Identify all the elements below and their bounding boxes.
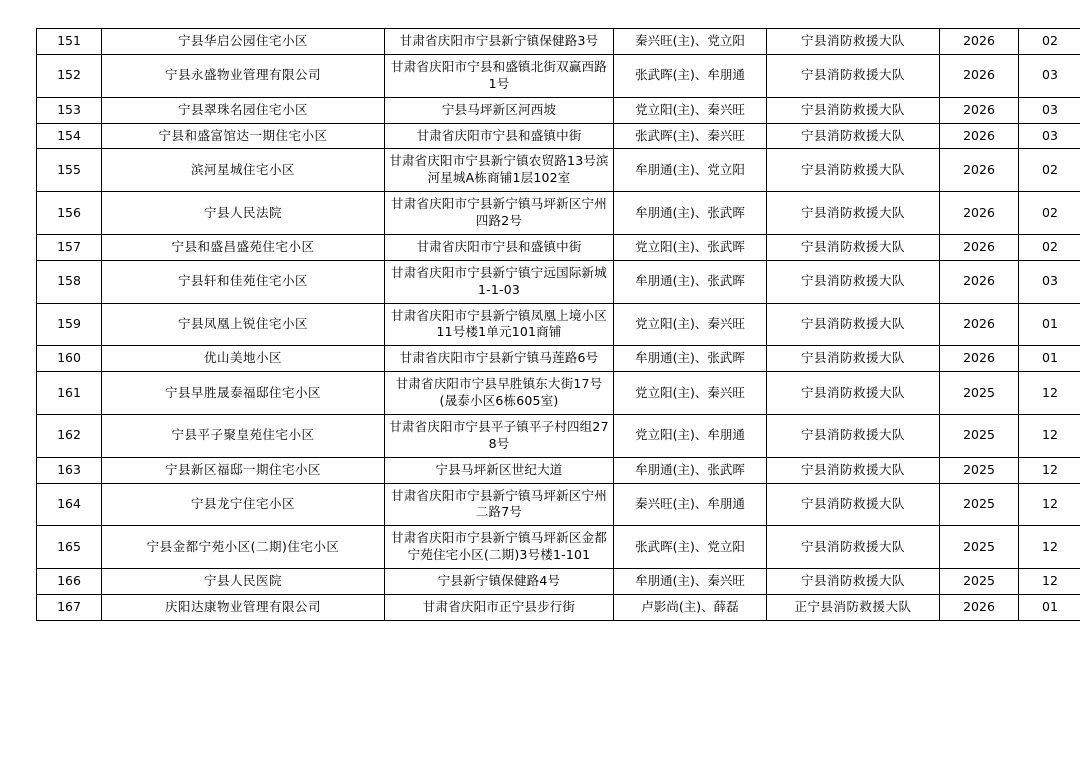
- cell-responsible-person: 张武晖(主)、牟朋通: [614, 54, 767, 97]
- table-row: [37, 457, 1080, 483]
- cell-unit-address: 甘肃省庆阳市宁县新宁镇宁远国际新城1-1-03: [385, 260, 614, 303]
- cell-supervising-org: 宁县消防救援大队: [767, 149, 940, 192]
- cell-month: 01: [1019, 346, 1080, 372]
- cell-supervising-org: 正宁县消防救援大队: [767, 594, 940, 620]
- cell-year: 2025: [940, 569, 1019, 595]
- table-row: [37, 526, 1080, 569]
- cell-responsible-person: 牟朋通(主)、张武晖: [614, 346, 767, 372]
- cell-responsible-person: 秦兴旺(主)、牟朋通: [614, 483, 767, 526]
- cell-index: 159: [37, 303, 102, 346]
- fire-safety-unit-table: [36, 28, 1080, 621]
- cell-year: 2026: [940, 192, 1019, 235]
- cell-responsible-person: 党立阳(主)、秦兴旺: [614, 97, 767, 123]
- cell-index: 163: [37, 457, 102, 483]
- cell-month: 03: [1019, 123, 1080, 149]
- cell-index: 161: [37, 372, 102, 415]
- cell-unit-address: 甘肃省庆阳市宁县新宁镇马坪新区金都宁苑住宅小区(二期)3号楼1-101: [385, 526, 614, 569]
- table-row: [37, 123, 1080, 149]
- table-row: [37, 234, 1080, 260]
- cell-unit-name: 宁县和盛富馆达一期住宅小区: [102, 123, 385, 149]
- cell-responsible-person: 牟朋通(主)、张武晖: [614, 457, 767, 483]
- cell-unit-address: 甘肃省庆阳市宁县平子镇平子村四组278号: [385, 414, 614, 457]
- cell-unit-address: 甘肃省庆阳市宁县新宁镇凤凰上境小区11号楼1单元101商铺: [385, 303, 614, 346]
- cell-year: 2026: [940, 594, 1019, 620]
- table-row: [37, 569, 1080, 595]
- cell-unit-address: 甘肃省庆阳市宁县早胜镇东大街17号(晟泰小区6栋605室): [385, 372, 614, 415]
- cell-unit-name: 宁县金都宁苑小区(二期)住宅小区: [102, 526, 385, 569]
- cell-month: 12: [1019, 569, 1080, 595]
- cell-year: 2025: [940, 372, 1019, 415]
- cell-unit-address: 甘肃省庆阳市宁县新宁镇马坪新区宁州二路7号: [385, 483, 614, 526]
- cell-year: 2026: [940, 123, 1019, 149]
- table-row: [37, 149, 1080, 192]
- cell-month: 12: [1019, 457, 1080, 483]
- cell-month: 01: [1019, 303, 1080, 346]
- cell-unit-address: 甘肃省庆阳市宁县新宁镇农贸路13号滨河星城A栋商铺1层102室: [385, 149, 614, 192]
- cell-unit-address: 宁县新宁镇保健路4号: [385, 569, 614, 595]
- cell-unit-name: 宁县龙宁住宅小区: [102, 483, 385, 526]
- cell-year: 2025: [940, 483, 1019, 526]
- cell-year: 2026: [940, 303, 1019, 346]
- cell-supervising-org: 宁县消防救援大队: [767, 234, 940, 260]
- cell-responsible-person: 秦兴旺(主)、党立阳: [614, 29, 767, 55]
- cell-unit-name: 宁县华启公园住宅小区: [102, 29, 385, 55]
- cell-unit-address: 甘肃省庆阳市正宁县步行街: [385, 594, 614, 620]
- cell-supervising-org: 宁县消防救援大队: [767, 192, 940, 235]
- cell-index: 164: [37, 483, 102, 526]
- cell-year: 2026: [940, 234, 1019, 260]
- cell-index: 157: [37, 234, 102, 260]
- cell-supervising-org: 宁县消防救援大队: [767, 414, 940, 457]
- table-row: [37, 97, 1080, 123]
- cell-responsible-person: 牟朋通(主)、张武晖: [614, 260, 767, 303]
- cell-index: 167: [37, 594, 102, 620]
- cell-month: 02: [1019, 149, 1080, 192]
- cell-responsible-person: 党立阳(主)、秦兴旺: [614, 303, 767, 346]
- cell-supervising-org: 宁县消防救援大队: [767, 303, 940, 346]
- cell-index: 155: [37, 149, 102, 192]
- table-row: [37, 54, 1080, 97]
- cell-responsible-person: 牟朋通(主)、秦兴旺: [614, 569, 767, 595]
- cell-supervising-org: 宁县消防救援大队: [767, 123, 940, 149]
- cell-unit-name: 优山美地小区: [102, 346, 385, 372]
- cell-index: 152: [37, 54, 102, 97]
- table-row: [37, 303, 1080, 346]
- cell-supervising-org: 宁县消防救援大队: [767, 526, 940, 569]
- cell-responsible-person: 牟朋通(主)、党立阳: [614, 149, 767, 192]
- table-row: [37, 483, 1080, 526]
- cell-index: 166: [37, 569, 102, 595]
- cell-month: 02: [1019, 234, 1080, 260]
- cell-year: 2025: [940, 526, 1019, 569]
- cell-year: 2025: [940, 457, 1019, 483]
- cell-unit-name: 宁县人民法院: [102, 192, 385, 235]
- cell-unit-address: 宁县马坪新区世纪大道: [385, 457, 614, 483]
- cell-year: 2025: [940, 414, 1019, 457]
- cell-month: 12: [1019, 372, 1080, 415]
- cell-unit-name: 宁县翠珠名园住宅小区: [102, 97, 385, 123]
- cell-unit-name: 宁县新区福邸一期住宅小区: [102, 457, 385, 483]
- cell-unit-name: 宁县永盛物业管理有限公司: [102, 54, 385, 97]
- cell-month: 12: [1019, 526, 1080, 569]
- cell-index: 153: [37, 97, 102, 123]
- cell-supervising-org: 宁县消防救援大队: [767, 29, 940, 55]
- cell-month: 03: [1019, 97, 1080, 123]
- cell-responsible-person: 牟朋通(主)、张武晖: [614, 192, 767, 235]
- cell-responsible-person: 卢影尚(主)、薛磊: [614, 594, 767, 620]
- table-row: [37, 260, 1080, 303]
- cell-year: 2026: [940, 260, 1019, 303]
- table-row: [37, 29, 1080, 55]
- cell-unit-address: 甘肃省庆阳市宁县和盛镇中街: [385, 234, 614, 260]
- cell-month: 12: [1019, 483, 1080, 526]
- cell-index: 162: [37, 414, 102, 457]
- table-row: [37, 346, 1080, 372]
- cell-unit-name: 滨河星城住宅小区: [102, 149, 385, 192]
- cell-unit-address: 甘肃省庆阳市宁县和盛镇中街: [385, 123, 614, 149]
- cell-unit-name: 宁县凤凰上锐住宅小区: [102, 303, 385, 346]
- table-row: [37, 594, 1080, 620]
- cell-responsible-person: 党立阳(主)、牟朋通: [614, 414, 767, 457]
- cell-supervising-org: 宁县消防救援大队: [767, 54, 940, 97]
- cell-month: 03: [1019, 54, 1080, 97]
- cell-supervising-org: 宁县消防救援大队: [767, 457, 940, 483]
- cell-supervising-org: 宁县消防救援大队: [767, 97, 940, 123]
- cell-unit-address: 甘肃省庆阳市宁县新宁镇马莲路6号: [385, 346, 614, 372]
- cell-index: 165: [37, 526, 102, 569]
- cell-supervising-org: 宁县消防救援大队: [767, 260, 940, 303]
- cell-year: 2026: [940, 54, 1019, 97]
- cell-index: 156: [37, 192, 102, 235]
- cell-unit-address: 宁县马坪新区河西坡: [385, 97, 614, 123]
- table-row: [37, 192, 1080, 235]
- cell-unit-address: 甘肃省庆阳市宁县新宁镇保健路3号: [385, 29, 614, 55]
- cell-responsible-person: 党立阳(主)、秦兴旺: [614, 372, 767, 415]
- cell-year: 2026: [940, 149, 1019, 192]
- cell-unit-address: 甘肃省庆阳市宁县新宁镇马坪新区宁州四路2号: [385, 192, 614, 235]
- cell-unit-name: 宁县平子聚皇苑住宅小区: [102, 414, 385, 457]
- cell-month: 03: [1019, 260, 1080, 303]
- cell-responsible-person: 党立阳(主)、张武晖: [614, 234, 767, 260]
- table-row: [37, 414, 1080, 457]
- cell-month: 02: [1019, 29, 1080, 55]
- cell-supervising-org: 宁县消防救援大队: [767, 569, 940, 595]
- cell-month: 02: [1019, 192, 1080, 235]
- cell-index: 151: [37, 29, 102, 55]
- cell-year: 2026: [940, 97, 1019, 123]
- cell-responsible-person: 张武晖(主)、秦兴旺: [614, 123, 767, 149]
- cell-unit-name: 宁县早胜晟泰福邸住宅小区: [102, 372, 385, 415]
- cell-supervising-org: 宁县消防救援大队: [767, 372, 940, 415]
- cell-year: 2026: [940, 29, 1019, 55]
- cell-unit-name: 宁县人民医院: [102, 569, 385, 595]
- table-body: [37, 29, 1080, 621]
- cell-unit-name: 庆阳达康物业管理有限公司: [102, 594, 385, 620]
- cell-index: 160: [37, 346, 102, 372]
- cell-unit-name: 宁县和盛昌盛苑住宅小区: [102, 234, 385, 260]
- cell-unit-address: 甘肃省庆阳市宁县和盛镇北街双赢西路1号: [385, 54, 614, 97]
- cell-supervising-org: 宁县消防救援大队: [767, 483, 940, 526]
- cell-month: 12: [1019, 414, 1080, 457]
- cell-year: 2026: [940, 346, 1019, 372]
- cell-unit-name: 宁县轩和佳苑住宅小区: [102, 260, 385, 303]
- cell-index: 154: [37, 123, 102, 149]
- cell-supervising-org: 宁县消防救援大队: [767, 346, 940, 372]
- table-row: [37, 372, 1080, 415]
- cell-index: 158: [37, 260, 102, 303]
- cell-month: 01: [1019, 594, 1080, 620]
- cell-responsible-person: 张武晖(主)、党立阳: [614, 526, 767, 569]
